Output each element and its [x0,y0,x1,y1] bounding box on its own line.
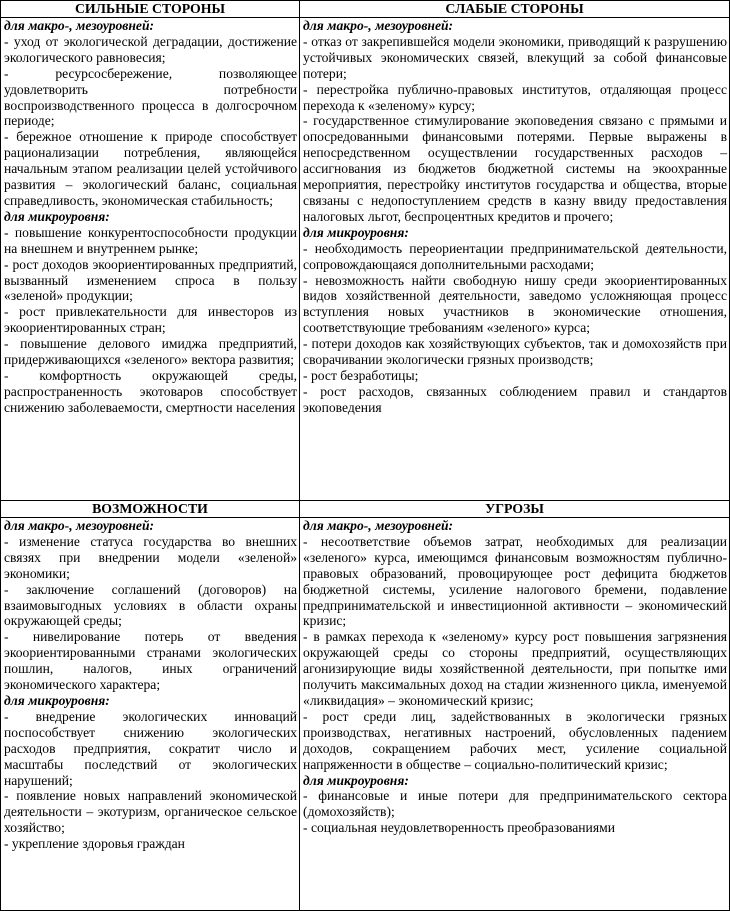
weaknesses-section-heading: для микроуровня: [303,224,409,240]
strengths-list-item: - рост привлекательности для инвесторов из экоориентированных стран; [4,304,298,336]
weaknesses-cell [300,18,730,501]
threats-section-heading: для макро-, мезоуровней: [303,518,454,533]
threats-header: УГРОЗЫ [300,501,730,518]
weaknesses-list-item: - государственное стимулирование экоповедения связано с прямыми и опосредованными финансовыми потерями. Первые выражены в непосредственном осуществлении государственных расходов – ассигнования из бюджетов бюджетной системы на экоохранные мероприятия, перестройку институтов государства и общества, вторые связаны с недопоступлением средств в казну ввиду предоставления налоговых льгот, беспроцентных кредитов и прочего; [303,113,727,224]
strengths-section-heading: для макро-, мезоуровней: [4,18,155,33]
opportunities-header: ВОЗМОЖНОСТИ [1,501,300,518]
strengths-list-item: - повышение конкурентоспособности продукции на внешнем и внутреннем рынке; [4,224,298,256]
weaknesses-list-item: - невозможность найти свободную нишу среди экоориентированных видов хозяйственной деятельности, заведомо усложняющая процесс вступления новых участников в экономические отношения, соответствующие требованиям «зеленого» курса; [303,272,727,336]
strengths-list-item: - уход от экологической деградации, достижение экологического равновесия; [4,33,298,65]
weaknesses-list-item: - рост безработицы; [303,367,419,383]
opportunities-section-heading: для макро-, мезоуровней: [4,518,155,533]
strengths-list-item: - ресурсосбережение, позволяющее удовлетворить потребности воспроизводственного процесса в долгосрочном периоде; [4,65,298,129]
weaknesses-list-item: - отказ от закрепившейся модели экономики, приводящий к разрушению устойчивых экономических связей, влекущий за собой финансовые потери; [303,33,727,81]
threats-list-item: - социальная неудовлетворенность преобразованиями [303,820,615,836]
opportunities-list-item: - укрепление здоровья граждан [4,836,185,852]
opportunities-list-item: - нивелирование потерь от введения экоориентированными странами экологических пошлин, налогов, иных ограничений экономического характера; [4,629,298,693]
strengths-list-item: - комфортность окружающей среды, распространенность экотоваров способствует снижению заболеваемости, смертности населения [4,367,298,415]
weaknesses-header: СЛАБЫЕ СТОРОНЫ [300,1,730,18]
weaknesses-list-item: - потери доходов как хозяйствующих субъектов, так и домохозяйств при сворачивании экологически грязных производств; [303,336,727,368]
weaknesses-list-item: - перестройка публично-правовых институтов, отдаляющая процесс перехода к «зеленому» курсу; [303,81,727,113]
threats-list-item: - рост среди лиц, задействованных в экологически грязных производствах, негативных настроений, обусловленных падением доходов, сокращением рабочих мест, усиление социальной напряженности в обществе – социально-политический кризис; [303,708,727,772]
opportunities-cell [1,518,300,911]
weaknesses-list-item: - необходимость переориентации предпринимательской деятельности, сопровождающаяся дополнительными расходами; [303,240,727,272]
strengths-list-item: - повышение делового имиджа предприятий, придерживающихся «зеленого» вектора развития; [4,336,298,368]
threats-list-item: - несоответствие объемов затрат, необходимых для реализации «зеленого» курса, имеющимся финансовым возможностям публично-правовых образований, провоцирующее рост дефицита бюджетов бюджетной системы, усиление налогового бремени, подавление предпринимательской и инвестиционной активности – экономический кризис; [303,533,727,629]
threats-section-heading: для микроуровня: [303,772,409,788]
strengths-list-item: - рост доходов экоориентированных предприятий, вызванный изменением спроса в пользу «зеленой» продукции; [4,256,298,304]
strengths-list-item: - бережное отношение к природе способствует рационализации потребления, являющейся начальным этапом реализации целей устойчивого развития – экологический баланс, социальная справедливость, экономическая стабильность; [4,129,298,208]
opportunities-list-item: - заключение соглашений (договоров) на взаимовыгодных условиях в области охраны окружающей среды; [4,581,298,629]
weaknesses-list-item: - рост расходов, связанных соблюдением правил и стандартов экоповедения [303,383,727,415]
opportunities-list-item: - изменение статуса государства во внешних связях при внедрении модели «зеленой» экономики; [4,533,298,581]
opportunities-section-heading: для микроуровня: [4,692,110,708]
strengths-section-heading: для микроуровня: [4,208,110,224]
opportunities-list-item: - появление новых направлений экономической деятельности – экотуризм, органическое сельское хозяйство; [4,788,298,836]
threats-list-item: - в рамках перехода к «зеленому» курсу рост повышения загрязнения окружающей среды со стороны предприятий, осуществляющих агонизирующие виды хозяйственной деятельности, при попытке ими получить максимальных доход на стадии жизненного цикла, именуемой «ликвидация» – экономический кризис; [303,629,727,708]
threats-cell [300,518,730,911]
strengths-header: СИЛЬНЫЕ СТОРОНЫ [1,1,300,18]
threats-list-item: - финансовые и иные потери для предпринимательского сектора (домохозяйств); [303,788,727,820]
strengths-cell [1,18,300,501]
opportunities-list-item: - внедрение экологических инноваций поспособствует снижению экологических расходов предприятия, сократит число и масштабы последствий от экологических нарушений; [4,708,298,788]
weaknesses-section-heading: для макро-, мезоуровней: [303,18,454,33]
